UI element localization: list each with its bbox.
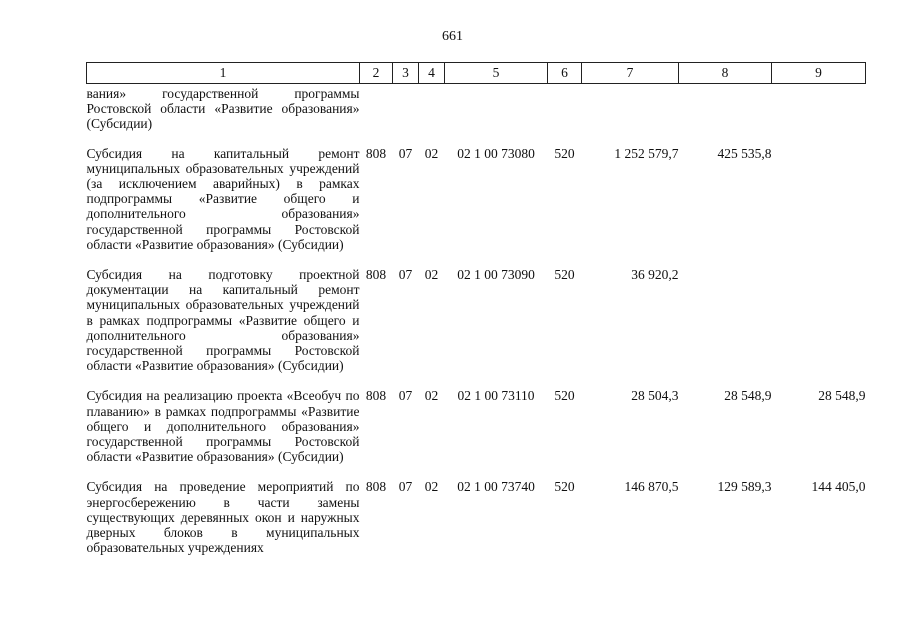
row-col-2 [360, 84, 393, 146]
row-col-6: 520 [554, 145, 575, 161]
row-col-9 [772, 84, 866, 146]
row-col-7: 28 504,3 [631, 388, 679, 404]
header-col-1: 1 [87, 63, 360, 84]
table-row [87, 84, 866, 146]
table-row [87, 267, 866, 388]
row-col-4: 02 [424, 267, 439, 283]
row-col-2: 808 [365, 145, 387, 161]
row-col-5: 02 1 00 73090 [457, 267, 535, 283]
row-col-2: 808 [365, 388, 387, 404]
header-col-8: 8 [679, 63, 772, 84]
header-col-7: 7 [582, 63, 679, 84]
row-col-7: 1 252 579,7 [614, 145, 679, 161]
row-col-8: 425 535,8 [717, 145, 772, 161]
row-col-5 [445, 84, 548, 146]
row-col-2: 808 [365, 479, 387, 495]
table-row [87, 146, 866, 267]
row-col-3 [393, 84, 419, 146]
row-col-4 [419, 84, 445, 146]
row-col-2: 808 [365, 267, 387, 283]
budget-table [86, 62, 866, 555]
header-col-9: 9 [772, 63, 866, 84]
row-col-6 [548, 84, 582, 146]
table-row [87, 388, 866, 479]
row-col-8 [679, 84, 772, 146]
header-col-2: 2 [360, 63, 393, 84]
row-col-3: 07 [398, 145, 413, 161]
row-col-5: 02 1 00 73110 [457, 388, 535, 404]
table-row [87, 479, 866, 555]
row-col-9: 144 405,0 [811, 479, 866, 495]
row-col-6: 520 [554, 267, 575, 283]
header-col-4: 4 [419, 63, 445, 84]
header-col-6: 6 [548, 63, 582, 84]
row-col-6: 520 [554, 388, 575, 404]
row-description: Субсидия на капитальный ремонт муниципальных образовательных учреждений (за исключением аварийных) в рамках подпрограммы «Развитие общего и дополнительного образования» государственной программы Ростовской области «Развитие образования» (Субсидии) [86, 145, 360, 252]
row-col-8: 28 548,9 [724, 388, 772, 404]
header-row [87, 63, 866, 84]
row-col-6: 520 [554, 479, 575, 495]
row-col-9 [772, 267, 866, 388]
page-number: 661 [442, 29, 463, 44]
row-col-5: 02 1 00 73740 [457, 479, 535, 495]
row-col-7: 36 920,2 [631, 267, 679, 283]
row-col-8 [679, 267, 772, 388]
header-col-5: 5 [445, 63, 548, 84]
row-col-8: 129 589,3 [717, 479, 772, 495]
row-col-3: 07 [398, 479, 413, 495]
row-col-4: 02 [424, 479, 439, 495]
row-col-9: 28 548,9 [818, 388, 866, 404]
row-description: Субсидия на проведение мероприятий по энергосбережению в части замены существующих деревянных окон и наружных дверных блоков в муниципальных образовательных учреждениях [86, 479, 360, 556]
row-col-3: 07 [398, 267, 413, 283]
row-col-4: 02 [424, 145, 439, 161]
row-col-5: 02 1 00 73080 [457, 145, 535, 161]
row-col-3: 07 [398, 388, 413, 404]
row-description: Субсидия на реализацию проекта «Всеобуч по плаванию» в рамках подпрограммы «Развитие общего и дополнительного образования» государственной программы Ростовской области «Развитие образования» (Субсидии) [86, 388, 360, 465]
row-col-7: 146 870,5 [624, 479, 679, 495]
row-col-4: 02 [424, 388, 439, 404]
row-description: вания» государственной программы Ростовской области «Развитие образования» (Субсидии) [86, 86, 360, 132]
row-col-7 [582, 84, 679, 146]
row-col-9 [772, 146, 866, 267]
header-col-3: 3 [393, 63, 419, 84]
row-description: Субсидия на подготовку проектной документации на капитальный ремонт муниципальных образовательных учреждений в рамках подпрограммы «Развитие общего и дополнительного образования» государственной программы Ростовской области «Развитие образования» (Субсидии) [86, 267, 360, 374]
